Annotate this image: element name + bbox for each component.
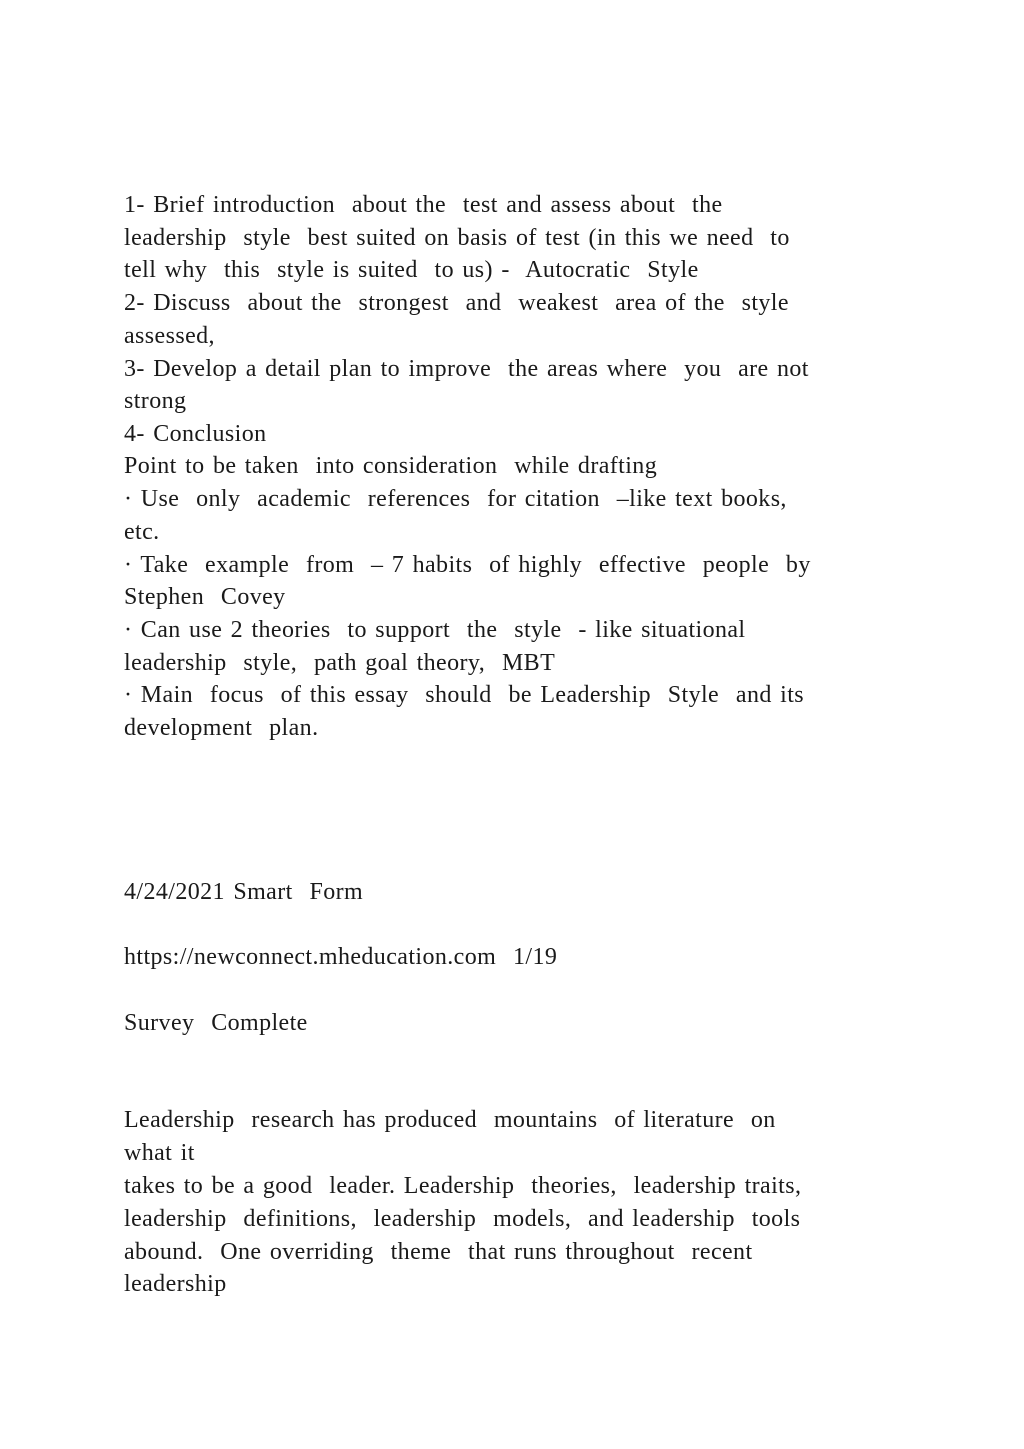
instruction-line: Point to be taken into consideration while drafting [124,453,658,479]
instruction-line: 3- Develop a detail plan to improve the areas where you are not [124,356,809,382]
instruction-line: · Can use 2 theories to support the style - like situational [124,617,746,643]
instruction-line: leadership style best suited on basis of test (in this we need to [124,225,790,251]
instruction-line: 2- Discuss about the strongest and weakest area of the style [124,290,789,316]
header-url-page: https://newconnect.mheducation.com 1/19 [124,944,558,970]
instruction-line: 4- Conclusion [124,421,267,447]
body-line: leadership definitions, leadership models, and leadership tools [124,1206,801,1232]
instruction-line: tell why this style is suited to us) - Autocratic Style [124,257,699,283]
instruction-line: assessed, [124,323,215,349]
instruction-line: · Take example from – 7 habits of highly effective people by [124,552,811,578]
instruction-line: strong [124,388,187,414]
instruction-line: · Main focus of this essay should be Leadership Style and its [124,682,805,708]
instruction-line: 1- Brief introduction about the test and assess about the [124,192,723,218]
body-line: leadership [124,1271,227,1297]
instruction-line: Stephen Covey [124,584,286,610]
instruction-line: leadership style, path goal theory, MBT [124,650,556,676]
instruction-line: development plan. [124,715,319,741]
survey-status: Survey Complete [124,1010,308,1036]
body-line: abound. One overriding theme that runs throughout recent [124,1239,753,1265]
header-date-title: 4/24/2021 Smart Form [124,879,364,905]
instruction-line: · Use only academic references for citation –like text books, [124,486,787,512]
instruction-line: etc. [124,519,160,545]
body-line: what it [124,1140,195,1166]
body-line: Leadership research has produced mountains of literature on [124,1107,776,1133]
body-line: takes to be a good leader. Leadership theories, leadership traits, [124,1173,802,1199]
